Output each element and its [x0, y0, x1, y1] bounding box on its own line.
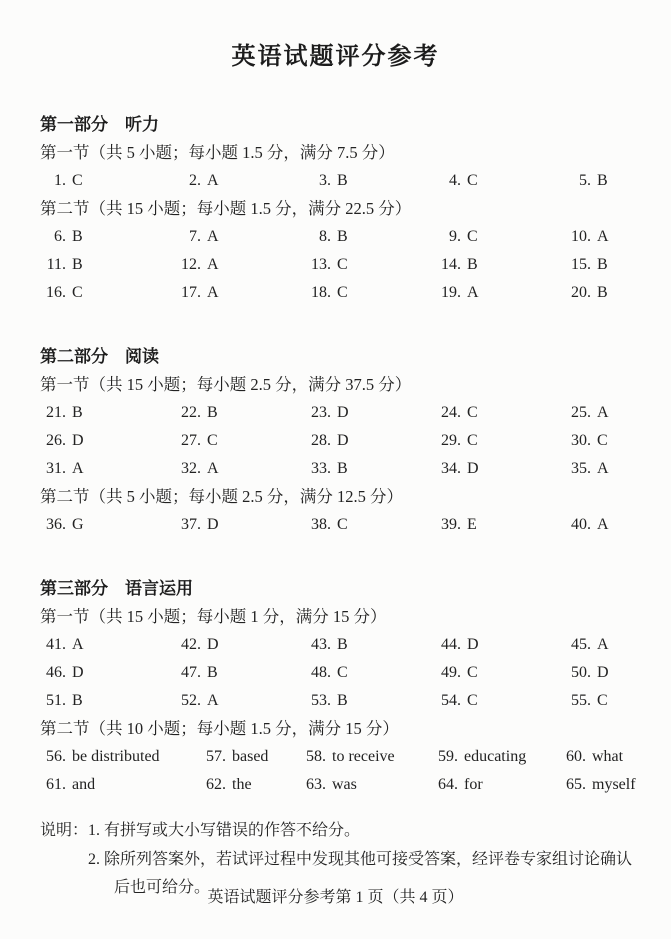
answer-item	[40, 399, 175, 427]
answer-item	[565, 399, 647, 427]
answer-item	[305, 631, 435, 659]
answer-number: 50.	[571, 664, 591, 681]
answer-item	[565, 455, 647, 483]
answer-item	[560, 771, 647, 799]
answer-value: C	[337, 664, 348, 681]
answer-row	[40, 687, 647, 715]
answer-item	[565, 251, 647, 279]
notes-label: 说明：	[40, 822, 89, 839]
answer-item	[40, 511, 175, 539]
answer-item	[40, 455, 175, 483]
answer-number: 28.	[311, 432, 331, 449]
answer-value: B	[337, 228, 348, 245]
answer-value: A	[207, 460, 219, 477]
answer-value: B	[207, 664, 218, 681]
answer-number: 25.	[571, 404, 591, 421]
page-title: 英语试题评分参考	[231, 44, 440, 70]
answer-number: 37.	[181, 516, 201, 533]
answer-value: the	[232, 776, 252, 793]
section-heading: 第一节（共 5 小题；每小题 1.5 分，满分 7.5 分）	[40, 143, 395, 162]
answer-number: 12.	[181, 256, 201, 273]
answer-row	[40, 743, 647, 771]
answer-number: 47.	[181, 664, 201, 681]
answer-number: 21.	[46, 404, 66, 421]
answer-number: 44.	[441, 636, 461, 653]
answer-item	[175, 631, 305, 659]
part-heading: 第一部分 听力	[40, 115, 159, 134]
answer-item	[200, 743, 300, 771]
answer-value: B	[337, 460, 348, 477]
answer-number: 3.	[319, 172, 331, 189]
answer-value: A	[597, 404, 609, 421]
answer-number: 42.	[181, 636, 201, 653]
answer-item	[175, 399, 305, 427]
answer-item	[40, 687, 175, 715]
answer-item	[435, 455, 565, 483]
answer-value: B	[597, 256, 608, 273]
answer-item	[560, 743, 647, 771]
answer-item	[40, 427, 175, 455]
part-block	[40, 575, 647, 799]
answer-item	[435, 631, 565, 659]
answer-number: 34.	[441, 460, 461, 477]
answer-value: C	[467, 664, 478, 681]
answer-number: 33.	[311, 460, 331, 477]
answer-item	[305, 511, 435, 539]
answer-value: what	[592, 748, 624, 765]
parts-container	[40, 111, 647, 799]
answer-row	[40, 511, 647, 539]
answer-number: 36.	[46, 516, 66, 533]
answer-value: A	[207, 172, 219, 189]
answer-number: 35.	[571, 460, 591, 477]
answer-number: 32.	[181, 460, 201, 477]
answer-value: B	[72, 228, 83, 245]
answer-value: C	[337, 284, 348, 301]
answer-number: 9.	[449, 228, 461, 245]
answer-value: A	[72, 636, 84, 653]
answer-number: 24.	[441, 404, 461, 421]
answer-item	[432, 771, 560, 799]
answer-row	[40, 167, 647, 195]
answer-value: C	[597, 432, 608, 449]
answer-number: 46.	[46, 664, 66, 681]
answer-row	[40, 399, 647, 427]
answer-number: 17.	[181, 284, 201, 301]
answer-number: 6.	[54, 228, 66, 245]
answer-item	[175, 279, 305, 307]
answer-value: A	[207, 692, 219, 709]
answer-item	[305, 427, 435, 455]
answer-number: 57.	[206, 748, 226, 765]
answer-number: 31.	[46, 460, 66, 477]
answer-number: 48.	[311, 664, 331, 681]
answer-value: D	[72, 664, 84, 681]
answer-number: 51.	[46, 692, 66, 709]
answer-item	[565, 659, 647, 687]
answer-value: educating	[464, 748, 527, 765]
answer-number: 58.	[306, 748, 326, 765]
answer-item	[565, 511, 647, 539]
part-block	[40, 111, 647, 307]
answer-item	[305, 455, 435, 483]
answer-item	[40, 223, 175, 251]
answer-value: C	[72, 172, 83, 189]
answer-item	[40, 631, 175, 659]
answer-item	[565, 427, 647, 455]
part-heading: 第二部分 阅读	[40, 347, 159, 366]
section-heading: 第一节（共 15 小题；每小题 1 分，满分 15 分）	[40, 607, 387, 626]
answer-item	[305, 279, 435, 307]
answer-item	[305, 659, 435, 687]
answer-item	[175, 427, 305, 455]
answer-value: B	[72, 692, 83, 709]
answer-number: 62.	[206, 776, 226, 793]
answer-value: A	[207, 228, 219, 245]
answer-value: B	[207, 404, 218, 421]
answer-value: B	[72, 256, 83, 273]
answer-item	[200, 771, 300, 799]
answer-number: 23.	[311, 404, 331, 421]
answer-number: 11.	[46, 256, 66, 273]
answer-item	[305, 399, 435, 427]
answer-number: 8.	[319, 228, 331, 245]
answer-number: 43.	[311, 636, 331, 653]
answer-value: D	[467, 460, 479, 477]
answer-number: 30.	[571, 432, 591, 449]
section-heading: 第二节（共 15 小题；每小题 1.5 分，满分 22.5 分）	[40, 199, 412, 218]
answer-value: A	[597, 228, 609, 245]
answer-row	[40, 427, 647, 455]
answer-item	[435, 511, 565, 539]
answer-row	[40, 279, 647, 307]
answer-number: 14.	[441, 256, 461, 273]
answer-value: B	[597, 172, 608, 189]
answer-item	[435, 659, 565, 687]
answer-item	[175, 511, 305, 539]
answer-item	[432, 743, 560, 771]
answer-value: based	[232, 748, 269, 765]
answer-item	[40, 251, 175, 279]
answer-number: 5.	[579, 172, 591, 189]
answer-value: B	[337, 636, 348, 653]
answer-number: 22.	[181, 404, 201, 421]
answer-value: be distributed	[72, 748, 160, 765]
answer-number: 63.	[306, 776, 326, 793]
answer-value: B	[337, 172, 348, 189]
answer-value: A	[207, 256, 219, 273]
answer-number: 4.	[449, 172, 461, 189]
section-heading: 第二节（共 10 小题；每小题 1.5 分，满分 15 分）	[40, 719, 399, 738]
answer-value: C	[337, 516, 348, 533]
answer-value: D	[337, 404, 349, 421]
answer-item	[175, 455, 305, 483]
answer-value: and	[72, 776, 96, 793]
answer-item	[175, 251, 305, 279]
answer-value: C	[207, 432, 218, 449]
answer-value: C	[597, 692, 608, 709]
answer-value: for	[464, 776, 483, 793]
answer-item	[40, 771, 200, 799]
answer-value: D	[72, 432, 84, 449]
note-item: 2. 除所列答案外，若试评过程中发现其他可接受答案，经评卷专家组讨论确认后也可给分。	[88, 850, 633, 896]
answer-item	[40, 659, 175, 687]
answer-value: A	[207, 284, 219, 301]
answer-value: C	[467, 692, 478, 709]
answer-number: 13.	[311, 256, 331, 273]
answer-number: 38.	[311, 516, 331, 533]
answer-item	[435, 687, 565, 715]
answer-value: B	[597, 284, 608, 301]
answer-number: 20.	[571, 284, 591, 301]
answer-number: 18.	[311, 284, 331, 301]
answer-value: C	[72, 284, 83, 301]
answer-value: D	[467, 636, 479, 653]
answer-value: G	[72, 516, 84, 533]
answer-row	[40, 771, 647, 799]
answer-value: A	[467, 284, 479, 301]
answer-item	[435, 427, 565, 455]
answer-item	[175, 659, 305, 687]
answer-value: A	[72, 460, 84, 477]
answer-value: A	[597, 516, 609, 533]
answer-number: 39.	[441, 516, 461, 533]
answer-value: E	[467, 516, 477, 533]
answer-value: B	[72, 404, 83, 421]
answer-value: D	[207, 516, 219, 533]
answer-item	[305, 167, 435, 195]
answer-number: 65.	[566, 776, 586, 793]
answer-row	[40, 455, 647, 483]
answer-item	[40, 167, 175, 195]
answer-value: was	[332, 776, 357, 793]
answer-number: 26.	[46, 432, 66, 449]
answer-row	[40, 659, 647, 687]
answer-number: 2.	[189, 172, 201, 189]
section-heading: 第一节（共 15 小题；每小题 2.5 分，满分 37.5 分）	[40, 375, 412, 394]
answer-row	[40, 631, 647, 659]
answer-value: myself	[592, 776, 636, 793]
answer-item	[175, 223, 305, 251]
answer-value: C	[337, 256, 348, 273]
answer-item	[175, 687, 305, 715]
answer-number: 52.	[181, 692, 201, 709]
answer-value: C	[467, 432, 478, 449]
answer-item	[565, 687, 647, 715]
answer-value: D	[597, 664, 609, 681]
answer-item	[40, 743, 200, 771]
answer-item	[435, 279, 565, 307]
answer-item	[300, 771, 432, 799]
answer-item	[435, 167, 565, 195]
answer-item	[40, 279, 175, 307]
answer-number: 64.	[438, 776, 458, 793]
answer-item	[565, 631, 647, 659]
answer-item	[435, 223, 565, 251]
answer-value: A	[597, 636, 609, 653]
answer-value: D	[337, 432, 349, 449]
answer-number: 7.	[189, 228, 201, 245]
part-heading: 第三部分 语言运用	[40, 579, 193, 598]
answer-number: 16.	[46, 284, 66, 301]
answer-item	[305, 251, 435, 279]
answer-number: 1.	[54, 172, 66, 189]
answer-number: 56.	[46, 748, 66, 765]
answer-row	[40, 223, 647, 251]
answer-item	[565, 223, 647, 251]
section-heading: 第二节（共 5 小题；每小题 2.5 分，满分 12.5 分）	[40, 487, 403, 506]
answer-number: 49.	[441, 664, 461, 681]
answer-value: C	[467, 172, 478, 189]
answer-number: 15.	[571, 256, 591, 273]
answer-number: 55.	[571, 692, 591, 709]
answer-item	[175, 167, 305, 195]
answer-number: 60.	[566, 748, 586, 765]
answer-number: 40.	[571, 516, 591, 533]
answer-value: B	[467, 256, 478, 273]
answer-value: C	[467, 404, 478, 421]
answer-number: 59.	[438, 748, 458, 765]
answer-key-content	[0, 111, 671, 903]
answer-number: 10.	[571, 228, 591, 245]
answer-number: 27.	[181, 432, 201, 449]
answer-item	[305, 223, 435, 251]
answer-value: D	[207, 636, 219, 653]
answer-item	[305, 687, 435, 715]
answer-row	[40, 251, 647, 279]
answer-number: 45.	[571, 636, 591, 653]
answer-item	[565, 279, 647, 307]
answer-item	[435, 251, 565, 279]
page-footer: 英语试题评分参考第 1 页（共 4 页）	[207, 889, 464, 906]
answer-number: 29.	[441, 432, 461, 449]
answer-number: 61.	[46, 776, 66, 793]
answer-number: 53.	[311, 692, 331, 709]
answer-number: 19.	[441, 284, 461, 301]
answer-number: 54.	[441, 692, 461, 709]
answer-value: A	[597, 460, 609, 477]
answer-value: B	[337, 692, 348, 709]
answer-value: C	[467, 228, 478, 245]
note-item: 1. 有拼写或大小写错误的作答不给分。	[88, 822, 361, 839]
answer-item	[565, 167, 647, 195]
answer-value: to receive	[332, 748, 395, 765]
answer-number: 41.	[46, 636, 66, 653]
part-block	[40, 343, 647, 539]
answer-item	[300, 743, 432, 771]
answer-item	[435, 399, 565, 427]
